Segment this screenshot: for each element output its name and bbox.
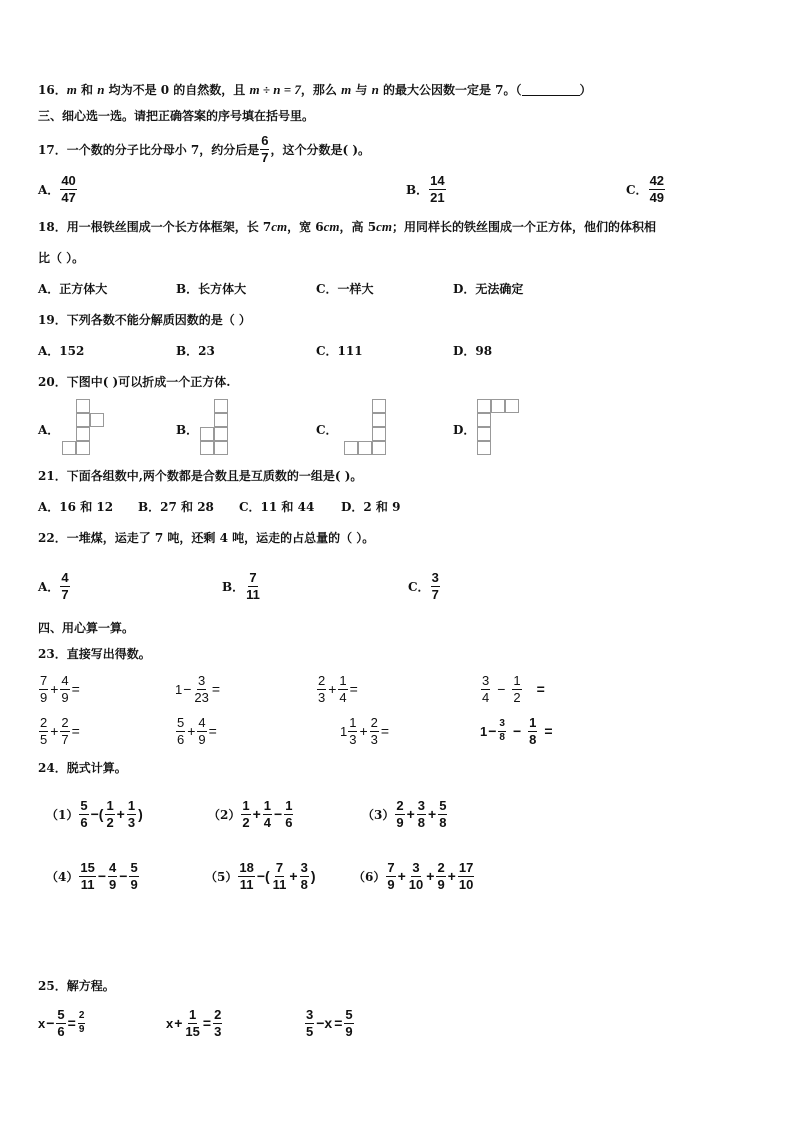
denominator: 11 xyxy=(246,586,260,602)
net-cell xyxy=(214,413,228,427)
denominator: 2 xyxy=(242,814,250,830)
fraction xyxy=(348,716,357,746)
var-n: n xyxy=(371,82,379,97)
operator: + xyxy=(289,868,298,884)
numerator: 5 xyxy=(80,797,88,813)
denominator: 8 xyxy=(417,814,426,830)
net-cell xyxy=(477,427,491,441)
denominator: 4 xyxy=(482,689,490,705)
denominator: 9 xyxy=(345,1023,353,1039)
denominator: 10 xyxy=(408,876,424,892)
var-x: x xyxy=(166,1015,174,1031)
item-label: （2） xyxy=(208,807,241,822)
net-cell xyxy=(372,427,386,441)
q20-option-c-label[interactable]: C． xyxy=(316,423,338,437)
denominator: 9 xyxy=(130,876,138,892)
operator: + xyxy=(252,806,261,822)
denominator: 5 xyxy=(306,1023,314,1039)
numerator: 42 xyxy=(649,172,665,188)
fraction xyxy=(498,719,506,743)
numerator: 6 xyxy=(261,132,269,148)
q20-text: 20．下图中( )可以折成一个正方体. xyxy=(38,375,231,389)
fraction xyxy=(60,674,69,704)
q16-text-6: ） xyxy=(579,83,592,97)
fraction xyxy=(436,861,445,891)
fraction xyxy=(386,861,395,891)
whole-number: 1 xyxy=(340,723,348,739)
numerator: 7 xyxy=(275,859,284,875)
operator: −x xyxy=(316,1015,333,1031)
net-cell xyxy=(491,399,505,413)
q22-text: 22．一堆煤，运走了 7 吨，还剩 4 吨，运走的占总量的（ ）。 xyxy=(38,531,375,545)
operator: −( xyxy=(256,868,270,884)
numerator: 5 xyxy=(130,859,138,875)
denominator: 9 xyxy=(387,876,395,892)
net-cell xyxy=(200,427,214,441)
fraction xyxy=(395,799,404,829)
fraction xyxy=(344,1008,353,1038)
option-label: C． xyxy=(408,579,430,594)
option-fraction xyxy=(429,174,445,204)
fraction xyxy=(238,861,254,891)
option-fraction xyxy=(60,174,76,204)
numerator: 3 xyxy=(417,797,426,813)
fraction xyxy=(370,716,379,746)
unit-cm: cm xyxy=(271,219,288,234)
var-m: m xyxy=(249,82,260,97)
fraction xyxy=(193,674,209,704)
equals-sign: = xyxy=(536,681,545,697)
q19-option-d[interactable]: D．98 xyxy=(453,344,493,358)
q23-text: 23．直接写出得数。 xyxy=(38,647,151,661)
denominator: 8 xyxy=(439,814,447,830)
denominator: 7 xyxy=(261,149,269,165)
calc-2 xyxy=(175,670,221,708)
q18-text-3: ，高 5 xyxy=(339,220,377,234)
denominator: 3 xyxy=(127,814,136,830)
q16-number: 16． xyxy=(38,83,67,97)
q24-text: 24．脱式计算。 xyxy=(38,761,127,775)
operator: + xyxy=(359,723,368,739)
fraction xyxy=(79,799,88,829)
whole-number: 1 xyxy=(175,681,183,697)
numerator: 2 xyxy=(370,714,378,730)
net-cell xyxy=(200,441,214,455)
q19-option-a[interactable]: A．152 xyxy=(38,344,85,358)
expr-4 xyxy=(46,856,140,896)
numerator: 1 xyxy=(106,797,114,813)
numerator: 4 xyxy=(109,859,117,875)
calc-6 xyxy=(175,712,218,750)
option-fraction xyxy=(649,174,665,204)
calc-8 xyxy=(480,712,554,750)
q21-option-d[interactable]: D．2 和 9 xyxy=(341,500,401,514)
numerator: 2 xyxy=(214,1006,222,1022)
net-cell xyxy=(477,413,491,427)
numerator: 2 xyxy=(437,859,445,875)
unit-cm: cm xyxy=(376,219,392,234)
denominator: 7 xyxy=(61,731,69,747)
equation-2 xyxy=(166,1004,223,1042)
net-cell xyxy=(76,399,90,413)
net-cell xyxy=(76,441,90,455)
var-n: n xyxy=(97,82,105,97)
denominator: 9 xyxy=(198,731,206,747)
q18-option-c[interactable]: C．一样大 xyxy=(316,282,374,296)
fraction xyxy=(458,861,474,891)
numerator: 1 xyxy=(513,672,521,688)
var-n: n xyxy=(273,82,281,97)
operator: + xyxy=(426,868,435,884)
denominator: 9 xyxy=(61,689,69,705)
denominator: 10 xyxy=(458,876,474,892)
q18-option-d[interactable]: D．无法确定 xyxy=(453,282,524,296)
numerator: 2 xyxy=(78,1011,86,1024)
numerator: 4 xyxy=(61,569,69,585)
numerator: 3 xyxy=(412,859,420,875)
numerator: 40 xyxy=(61,172,76,188)
fraction xyxy=(317,674,326,704)
numerator: 2 xyxy=(396,797,404,813)
fraction xyxy=(39,674,48,704)
q22-option-a[interactable] xyxy=(38,567,71,605)
q18-option-b[interactable]: B．长方体大 xyxy=(176,282,247,296)
q16-text-5: 的最大公因数一定是 7。（ xyxy=(378,83,522,97)
q19-option-c[interactable]: C．111 xyxy=(316,344,363,358)
numerator: 3 xyxy=(306,1006,314,1022)
denominator: 11 xyxy=(272,876,287,892)
numerator: 18 xyxy=(239,859,254,875)
expr-5 xyxy=(205,856,317,896)
item-label: （4） xyxy=(46,869,79,884)
numerator: 1 xyxy=(349,714,357,730)
q16-text-1: 和 xyxy=(76,83,98,97)
q18-text-2: ，宽 6 xyxy=(287,220,324,234)
denominator: 4 xyxy=(263,814,272,830)
operator: + xyxy=(428,806,437,822)
fraction xyxy=(105,799,114,829)
item-label: （5） xyxy=(205,869,238,884)
numerator: 4 xyxy=(61,672,69,688)
net-cell xyxy=(372,399,386,413)
q21-option-b[interactable]: B．27 和 28 xyxy=(138,500,214,514)
option-fraction xyxy=(245,571,261,601)
operator: + xyxy=(397,868,406,884)
numerator: 1 xyxy=(127,797,136,813)
q16-text-2: 均为不是 0 的自然数，且 xyxy=(104,83,250,97)
numerator: 2 xyxy=(61,714,69,730)
fraction xyxy=(176,716,185,746)
q20-option-a-label[interactable]: A． xyxy=(38,423,60,437)
denominator: 9 xyxy=(40,689,48,705)
fraction xyxy=(108,861,117,891)
denominator: 3 xyxy=(214,1023,222,1039)
denominator: 15 xyxy=(185,1023,200,1039)
equals-sign: = xyxy=(71,723,80,739)
denominator: 3 xyxy=(370,731,378,747)
numerator: 7 xyxy=(249,569,257,585)
expr-6 xyxy=(353,856,475,896)
operator: −( xyxy=(90,806,104,822)
denominator: 3 xyxy=(318,689,326,705)
option-label: A． xyxy=(38,182,60,197)
item-label: （3） xyxy=(362,807,395,822)
q17-fraction xyxy=(260,134,269,164)
numerator: 2 xyxy=(40,714,48,730)
operator: + xyxy=(447,868,456,884)
numerator: 2 xyxy=(318,672,326,688)
numerator: 1 xyxy=(242,797,250,813)
option-label: C． xyxy=(626,182,648,197)
denominator: 7 xyxy=(61,586,69,602)
numerator: 3 xyxy=(198,672,206,688)
denominator: 49 xyxy=(649,189,665,205)
fraction xyxy=(184,1008,200,1038)
numerator: 4 xyxy=(198,714,206,730)
fraction xyxy=(481,674,490,704)
numerator: 7 xyxy=(387,859,395,875)
q18-line-1 xyxy=(38,219,656,235)
numerator: 17 xyxy=(458,859,474,875)
fraction xyxy=(39,716,48,746)
net-cell xyxy=(372,441,386,455)
q17-tail: ，这个分数是( )。 xyxy=(270,142,371,157)
numerator: 1 xyxy=(189,1006,197,1022)
section-4-heading: 四、用心算一算。 xyxy=(38,621,135,635)
q21-option-c[interactable]: C．11 和 44 xyxy=(239,500,315,514)
fraction xyxy=(129,861,138,891)
fraction xyxy=(197,716,206,746)
denominator: 9 xyxy=(78,1023,85,1035)
fraction xyxy=(127,799,136,829)
q20-option-d-label[interactable]: D． xyxy=(453,423,476,437)
option-fraction xyxy=(60,571,69,601)
fraction xyxy=(408,861,424,891)
unit-cm: cm xyxy=(323,219,340,234)
numerator: 1 xyxy=(529,714,537,730)
net-cell xyxy=(76,413,90,427)
expr-2 xyxy=(208,794,294,834)
equals-sign: = xyxy=(380,723,390,739)
denominator: 9 xyxy=(437,876,445,892)
numerator: 3 xyxy=(498,719,506,732)
calc-7 xyxy=(340,712,390,750)
calc-3 xyxy=(316,670,359,708)
numerator: 14 xyxy=(430,172,445,188)
net-cell xyxy=(214,427,228,441)
denominator: 21 xyxy=(430,189,445,205)
net-cell xyxy=(505,399,519,413)
q17-option-b[interactable] xyxy=(406,171,447,207)
fraction xyxy=(56,1008,65,1038)
equation-1 xyxy=(38,1004,86,1042)
calc-1 xyxy=(38,670,81,708)
denominator: 8 xyxy=(499,731,505,743)
denominator: 4 xyxy=(339,689,347,705)
denominator: 2 xyxy=(106,814,114,830)
operator: + xyxy=(116,806,125,822)
expr-1 xyxy=(46,794,144,834)
net-cell xyxy=(62,441,76,455)
denominator: 47 xyxy=(61,189,76,205)
denominator: 6 xyxy=(80,814,88,830)
equals-sign: = xyxy=(544,723,553,739)
fraction xyxy=(284,799,293,829)
numerator: 5 xyxy=(439,797,447,813)
operator: + xyxy=(50,681,59,697)
divide-sign: ÷ xyxy=(259,82,274,97)
q18-text-4: ；用同样长的铁丝围成一个正方体，他们的体积相 xyxy=(391,220,656,234)
numerator: 1 xyxy=(339,672,347,688)
denominator: 11 xyxy=(80,876,95,892)
close-paren: ) xyxy=(138,806,143,822)
expr-3 xyxy=(362,794,448,834)
calc-4 xyxy=(480,670,546,708)
net-cell xyxy=(90,413,104,427)
fraction xyxy=(438,799,447,829)
operator: − xyxy=(274,806,283,822)
operator: − xyxy=(183,681,192,697)
section-3-heading: 三、细心选一选。请把正确答案的序号填在括号里。 xyxy=(38,109,315,123)
operator: + xyxy=(187,723,196,739)
fraction xyxy=(241,799,250,829)
q17-line xyxy=(38,131,370,167)
option-label: B． xyxy=(222,579,245,594)
denominator: 6 xyxy=(177,731,185,747)
operator: − xyxy=(512,723,522,739)
q22-option-c[interactable] xyxy=(408,567,441,605)
q21-option-a[interactable]: A．16 和 12 xyxy=(38,500,114,514)
q19-text: 19．下列各数不能分解质因数的是（ ） xyxy=(38,313,251,327)
equals-sign: = xyxy=(202,1015,212,1031)
numerator: 1 xyxy=(285,797,293,813)
denominator: 6 xyxy=(285,814,293,830)
var-x: x xyxy=(38,1015,46,1031)
net-cell xyxy=(214,399,228,413)
operator: − xyxy=(46,1015,55,1031)
q17-option-c[interactable] xyxy=(626,171,666,207)
q19-option-b[interactable]: B．23 xyxy=(176,344,215,358)
net-cell xyxy=(477,441,491,455)
var-m: m xyxy=(341,82,352,97)
operator: + xyxy=(406,806,415,822)
q17-option-a[interactable] xyxy=(38,171,78,207)
net-cell xyxy=(214,441,228,455)
denominator: 8 xyxy=(529,731,537,747)
fraction xyxy=(528,716,537,746)
operator: − xyxy=(97,868,107,884)
denominator: 8 xyxy=(300,876,308,892)
equals-sign: = xyxy=(211,681,221,697)
fraction xyxy=(338,674,347,704)
equals-sign: = xyxy=(349,681,358,697)
q16-line xyxy=(38,82,592,98)
numerator: 5 xyxy=(177,714,185,730)
option-label: A． xyxy=(38,579,60,594)
numerator: 7 xyxy=(40,672,48,688)
operator: + xyxy=(174,1015,183,1031)
denominator: 5 xyxy=(40,731,48,747)
denominator: 6 xyxy=(57,1023,65,1039)
operator: + xyxy=(328,681,337,697)
net-cell xyxy=(372,413,386,427)
fraction xyxy=(272,861,288,891)
net-cell xyxy=(344,441,358,455)
operator: − xyxy=(488,723,497,739)
item-label: （6） xyxy=(353,869,386,884)
q17-text: 17．一个数的分子比分母小 7，约分后是 xyxy=(38,142,260,157)
fraction xyxy=(300,861,309,891)
denominator: 9 xyxy=(109,876,117,892)
operator: + xyxy=(50,723,59,739)
numerator: 5 xyxy=(57,1006,65,1022)
option-label: B． xyxy=(406,182,429,197)
operator: − xyxy=(497,681,506,697)
denominator: 2 xyxy=(513,689,521,705)
item-label: （1） xyxy=(46,807,79,822)
q25-text: 25．解方程。 xyxy=(38,979,115,993)
equation-3 xyxy=(304,1004,355,1042)
numerator: 3 xyxy=(482,672,490,688)
q18-option-a[interactable]: A．正方体大 xyxy=(38,282,108,296)
fraction xyxy=(79,861,95,891)
fraction xyxy=(78,1011,86,1035)
numerator: 1 xyxy=(263,797,272,813)
close-paren: ) xyxy=(310,868,316,884)
equals-sign: = xyxy=(71,681,80,697)
fraction xyxy=(263,799,272,829)
equals-sign: = xyxy=(334,1015,343,1031)
whole-number: 1 xyxy=(480,723,488,739)
net-cell xyxy=(477,399,491,413)
denominator: 7 xyxy=(431,586,439,602)
numerator: 3 xyxy=(300,859,308,875)
denominator: 23 xyxy=(194,689,209,705)
operator: − xyxy=(119,868,128,884)
fraction xyxy=(417,799,426,829)
net-cell xyxy=(76,427,90,441)
q16-text-3: ，那么 xyxy=(300,83,342,97)
option-fraction xyxy=(431,571,440,601)
denominator: 11 xyxy=(239,876,254,892)
denominator: 3 xyxy=(349,731,357,747)
q18-text-1: 18．用一根铁丝围成一个长方体框架，长 7 xyxy=(38,220,272,234)
q20-option-b-label[interactable]: B． xyxy=(176,423,199,437)
equals-sign: = xyxy=(67,1015,76,1031)
fraction xyxy=(213,1008,222,1038)
denominator: 9 xyxy=(396,814,404,830)
fraction xyxy=(305,1008,314,1038)
net-cell xyxy=(358,441,372,455)
calc-5 xyxy=(38,712,81,750)
fraction xyxy=(60,716,69,746)
var-m: m xyxy=(66,82,77,97)
q22-option-b[interactable] xyxy=(222,567,262,605)
q18-line-2: 比（ ）。 xyxy=(38,251,85,265)
fraction xyxy=(512,674,521,704)
q21-text: 21．下面各组数中,两个数都是合数且是互质数的一组是( )。 xyxy=(38,469,363,483)
q16-text-4: 与 xyxy=(351,83,372,97)
numerator: 3 xyxy=(431,569,439,585)
equals-sign: = xyxy=(208,723,217,739)
numerator: 15 xyxy=(80,859,95,875)
numerator: 5 xyxy=(345,1006,353,1022)
equals-seven: = 7 xyxy=(280,82,301,97)
answer-blank[interactable] xyxy=(522,83,580,96)
